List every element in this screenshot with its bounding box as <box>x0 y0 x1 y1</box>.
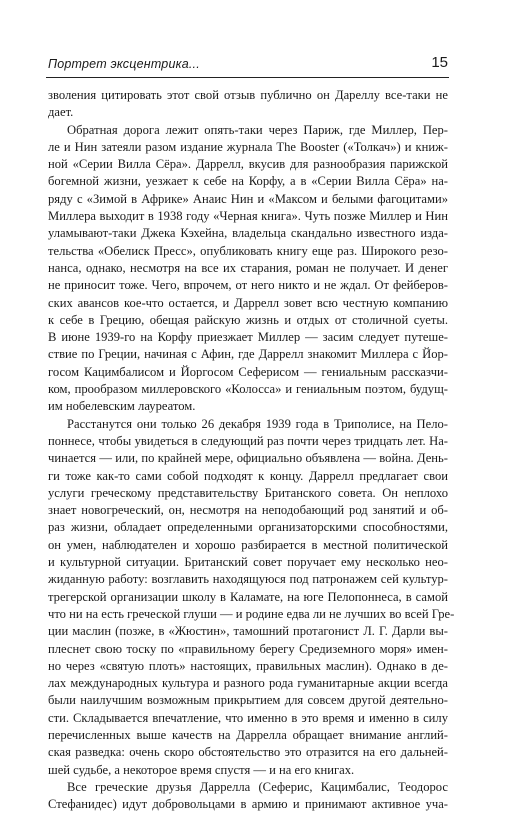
text-line: нанса, однако, несмотря на все их старания, роман не получает. И денег <box>48 260 448 275</box>
running-title: Портрет эксцентрика... <box>48 57 200 71</box>
text-line: сти. Складывается впечатление, что именно в это время и именно в силу <box>48 710 448 725</box>
text-line: раз жизни, обладает определенными организаторскими способностями, <box>48 520 448 535</box>
text-line: уламывают-таки Джека Кэхейна, владельца скандально известного изда- <box>48 226 448 241</box>
text-line: перечисленных выше качеств на Даррелла обращает внимание англий- <box>48 727 448 742</box>
text-line: Обратная дорога лежит опять-таки через Париж, где Миллер, Пер- <box>67 122 448 137</box>
text-line: и культурной ситуации. Британский совет поручает ему несколько нео- <box>48 555 448 570</box>
text-line: ряду с «Зимой в Африке» Анаис Нин и «Максом и белыми фагоцитами» <box>48 191 448 206</box>
text-line: не приносит тоже. Чего, впрочем, от него никто и не ждал. От фейберов- <box>48 278 448 293</box>
running-header <box>46 48 448 74</box>
text-line: чинается — или, по крайней мере, официально объявлена — война. День- <box>48 451 448 466</box>
text-line: но через «святую плоть» настоящих, правильных маслин). Однако в де- <box>48 658 448 673</box>
text-line: Стефанидес) идут добровольцами в армию и принимают активное уча- <box>48 797 448 812</box>
text-line: ции маслин (позже, в «Жюстин», тамошний протагонист Л. Г. Дарли вы- <box>48 624 448 639</box>
text-line: ских авансов кое-что остается, и Даррелл зовет всю честную компанию <box>48 295 448 310</box>
text-line: ной «Серии Вилла Сёра». Даррелл, вкусив для разнообразия парижской <box>48 157 448 172</box>
text-line: Расстанутся они только 26 декабря 1939 года в Триполисе, на Пело- <box>67 416 448 431</box>
page-number: 15 <box>431 54 448 71</box>
text-line: ская разведка: очень скоро обстоятельство это отразится на его дальней- <box>48 745 448 760</box>
body-text <box>48 87 455 813</box>
text-line: шей судьбе, а некоторое время спустя — и на его книгах. <box>48 762 355 777</box>
text-line: богемной жизни, уезжает к себе на Корфу, а в «Серии Вилла Сёра» на- <box>48 174 448 189</box>
text-line: госом Кацимбалисом и Йоргосом Сеферисом — гениальным рассказчи- <box>48 364 448 379</box>
text-line: плеснет свою тоску по «правильному берегу Средиземного моря» имен- <box>48 641 448 656</box>
text-line: ги тоже как-то сами собой подходят к концу. Даррелл предлагает свои <box>48 468 448 483</box>
text-line: В июне 1939-го на Корфу приезжает Миллер — засим следует путеше- <box>48 330 448 345</box>
text-line: им нобелевским лауреатом. <box>48 399 196 414</box>
text-line: дает. <box>48 105 74 120</box>
text-line: поннесе, чтобы увидеться в следующий раз почти через тридцать лет. На- <box>48 433 448 448</box>
text-line: трегерской организации школу в Каламате, на юге Пелопоннеса, в самой <box>48 589 448 604</box>
text-line: к себе в Грецию, обещая райскую жизнь и отдых от столичной суеты. <box>48 312 448 327</box>
text-line: ком, прообразом миллеровского «Колосса» и гениальным поэтом, будущ- <box>48 382 448 397</box>
text-line: тельства «Обелиск Пресс», опубликовать книгу еще раз. Широкого резо- <box>48 243 448 258</box>
header-rule <box>46 77 449 78</box>
text-line: услуги греческому представительству Британского совета. Он неплохо <box>48 485 448 500</box>
text-line: что ни на есть греческой глуши — и родине едва ли не лучших во всей Гре- <box>48 606 455 621</box>
text-line: зволения цитировать этот свой отзыв публично он Дареллу все-таки не <box>48 88 448 102</box>
text-line: знает новогреческий, он, несмотря на неподобающий род занятий и об- <box>48 503 448 518</box>
text-line: ствие по Греции, начиная с Афин, где Даррелл знакомит Миллера с Йор- <box>48 347 448 362</box>
text-line: лах международных культура и разного рода гуманитарные акции всегда <box>48 676 448 691</box>
text-line: ле и Нин затеяли разом издание журнала The Booster («Толкач») и книж- <box>48 139 448 154</box>
text-line: Миллера выходит в 1938 году «Черная книга». Чуть позже Миллер и Нин <box>48 209 448 224</box>
text-line: жиданную работу: возглавить находящуюся под патронажем сей культур- <box>48 572 448 587</box>
text-line: он умен, наблюдателен и хорошо разбирается в местной политической <box>48 537 448 552</box>
text-line: были наилучшим возможным прикрытием для совсем другой деятельно- <box>48 693 448 708</box>
text-line: Все греческие друзья Даррелла (Сеферис, Кацимбалис, Теодорос <box>67 779 448 794</box>
